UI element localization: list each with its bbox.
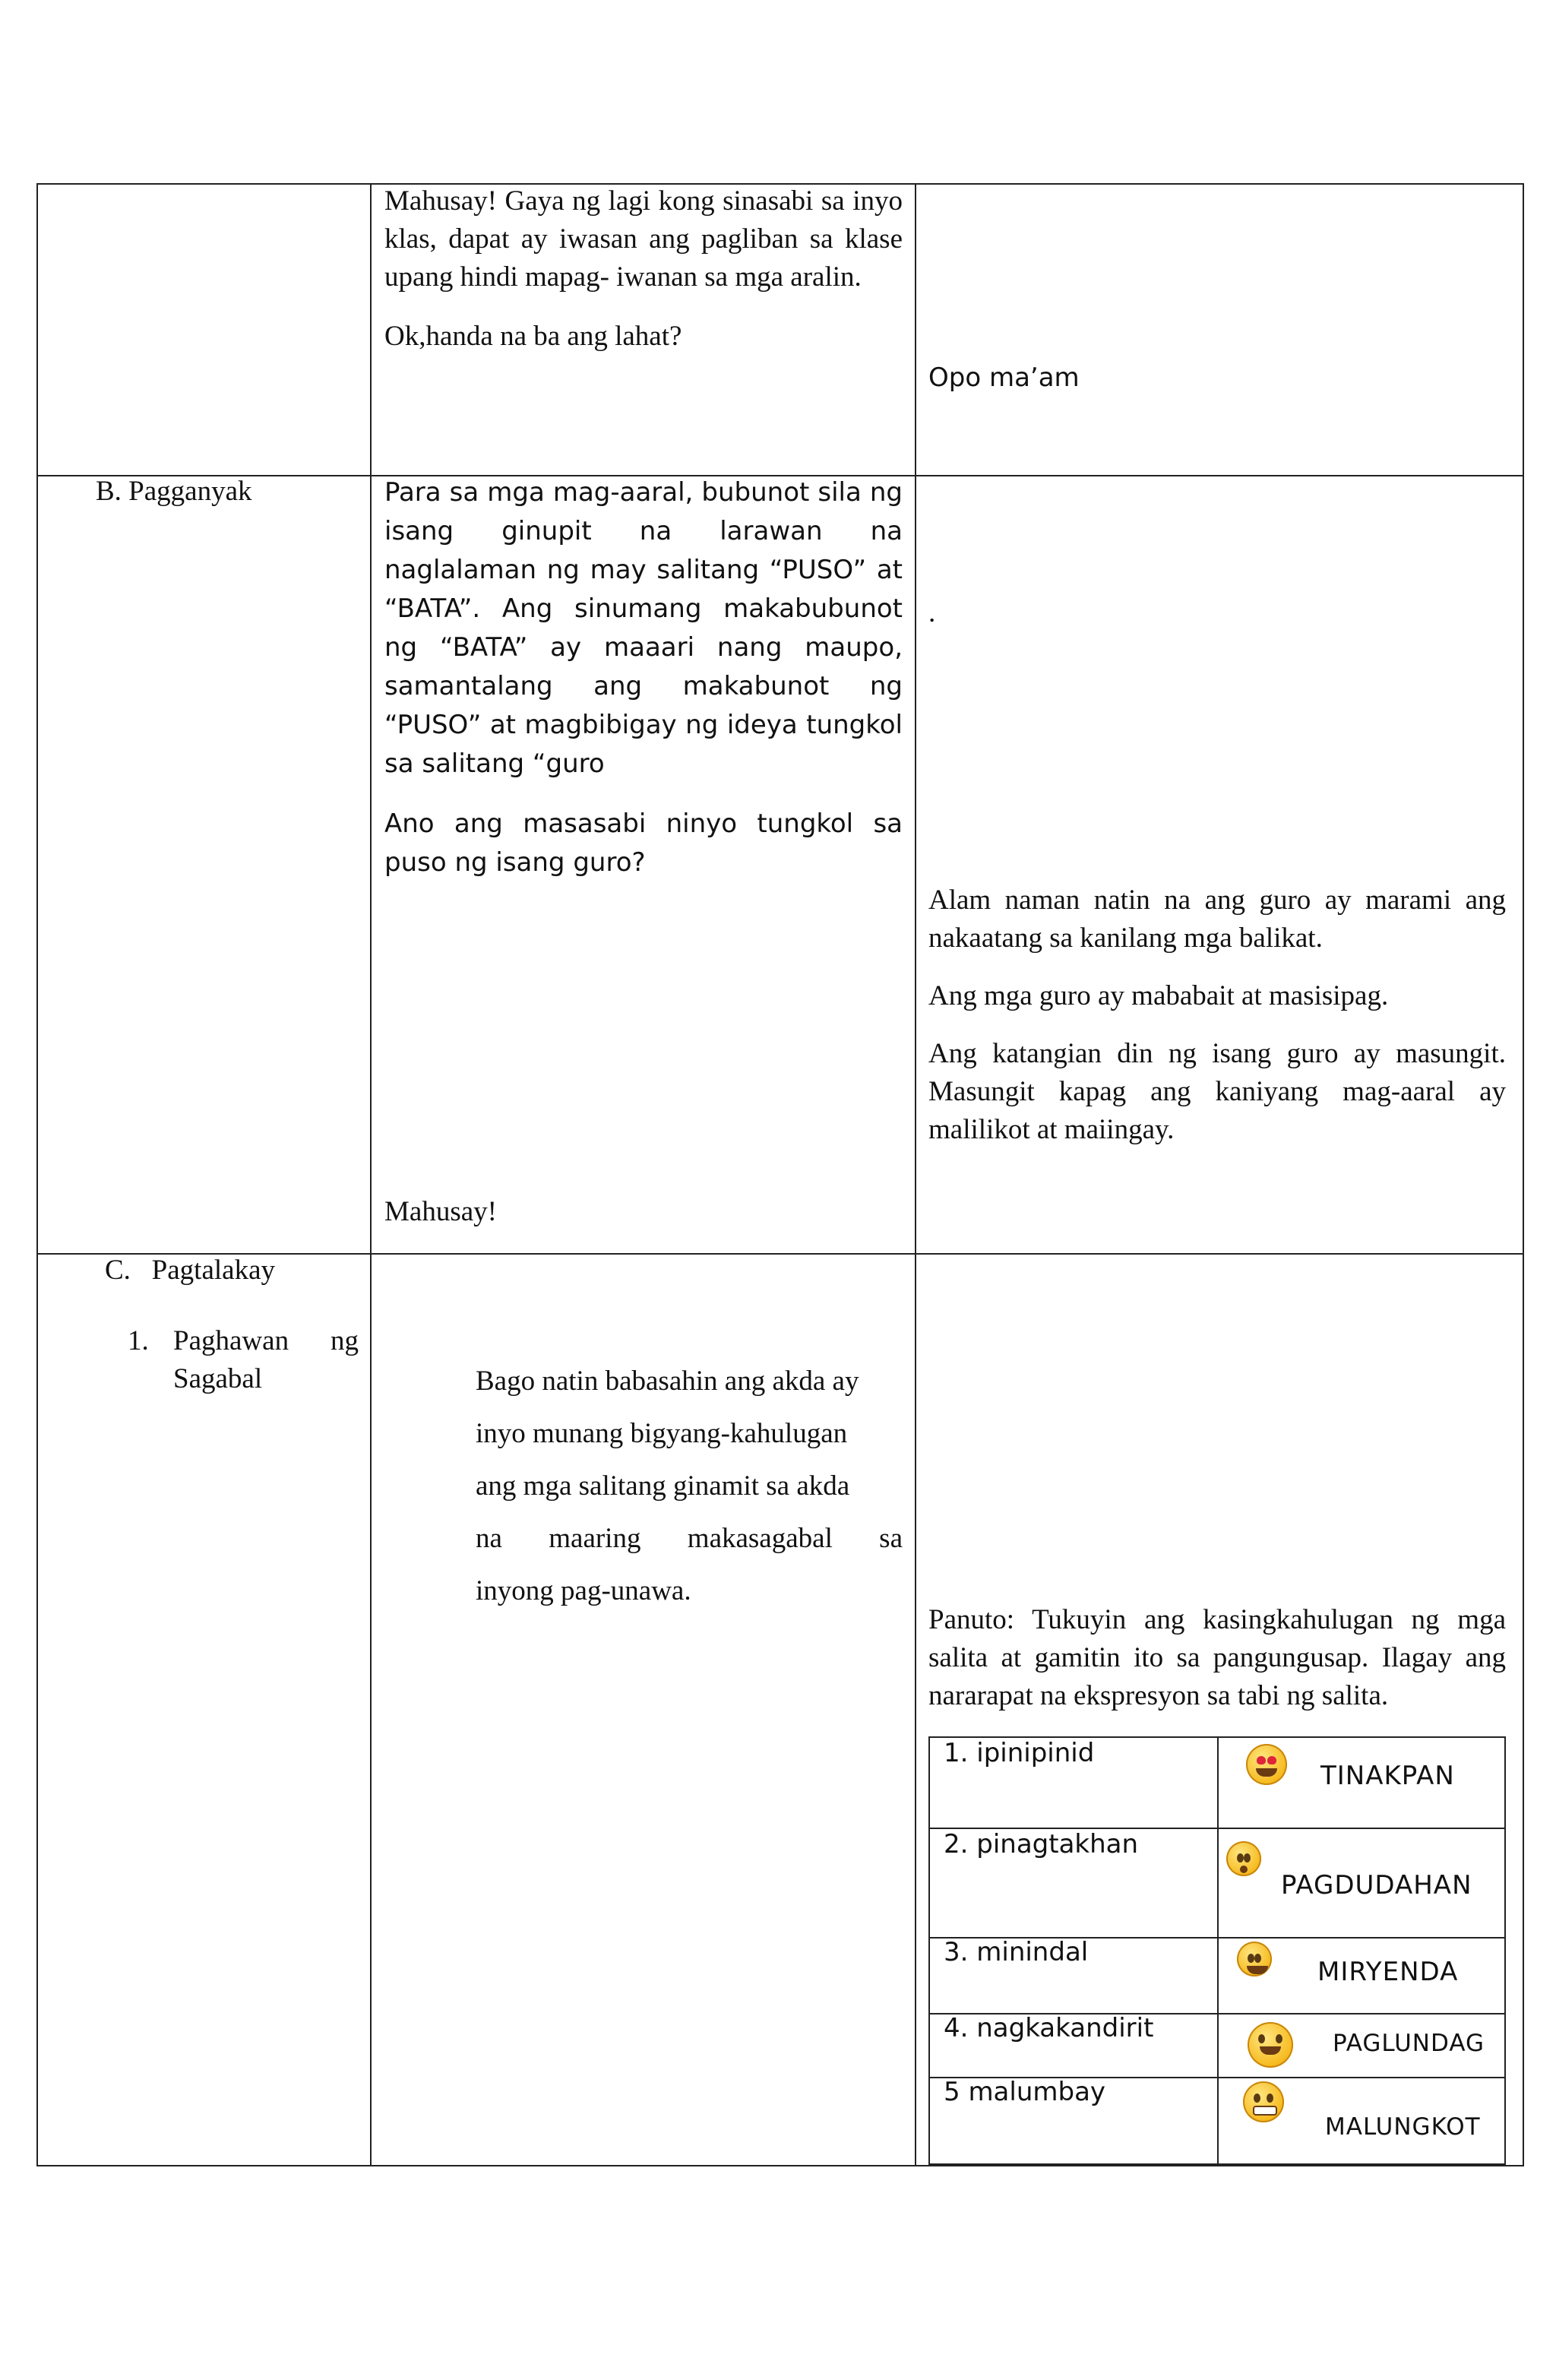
vocab-word: 1. ipinipinid xyxy=(944,1738,1095,1768)
section-pagtalakay: C. Pagtalakay xyxy=(105,1255,276,1286)
smile-icon xyxy=(1248,2022,1293,2068)
grimace-icon xyxy=(1243,2081,1284,2122)
vocab-column-divider xyxy=(1217,1738,1219,2163)
column-divider xyxy=(370,185,372,2165)
teacher-paragraph: Mahusay! Gaya ng lagi kong sinasabi sa inyo klas, dapat ay iwasan ang pagliban sa klase upang hindi mapag- iwanan sa mga aralin. xyxy=(384,185,903,293)
hug-icon xyxy=(1237,1942,1272,1976)
student-paragraph: Ang katangian din ng isang guro ay masungit. Masungit kapag ang kaniyang mag-aaral ay malilikot at maiingay. xyxy=(928,1038,1506,1145)
teacher-line: Bago natin babasahin ang akda ay xyxy=(476,1366,859,1397)
subsection-label xyxy=(173,1322,359,1398)
vocab-word: 4. nagkakandirit xyxy=(944,2013,1154,2043)
teacher-line: na maaring makasagabal sa xyxy=(476,1523,903,1554)
heart-eyes-icon xyxy=(1246,1744,1287,1785)
teacher-paragraph: Para sa mga mag-aaral, bubunot sila ng isang ginupit na larawan na naglalaman ng may salitang “PUSO” at “BATA”. Ang sinumang makabubunot ng “BATA” ay maaari nang maupo, samantalang ang makabunot ng “PUSO” at magbibigay ng ideya tungkol sa salitang “guro xyxy=(384,477,903,779)
vocab-answer: MIRYENDA xyxy=(1317,1957,1459,1987)
teacher-line: inyong pag-unawa. xyxy=(476,1575,691,1606)
subsection-label-text: Paghawan ng Sagabal xyxy=(173,1325,359,1394)
kiss-icon xyxy=(1226,1841,1261,1876)
student-paragraph: Ang mga guro ay mababait at masisipag. xyxy=(928,980,1389,1011)
vocab-answer: PAGLUNDAG xyxy=(1333,2030,1485,2057)
teacher-line: inyo munang bigyang-kahulugan xyxy=(476,1418,848,1449)
vocab-word: 2. pinagtakhan xyxy=(944,1829,1139,1859)
vocabulary-table xyxy=(928,1736,1506,2165)
teacher-text-row3 xyxy=(476,1355,903,1617)
teacher-praise: Mahusay! xyxy=(384,1196,497,1227)
teacher-paragraph: Ano ang masasabi ninyo tungkol sa puso ng isang guro? xyxy=(384,809,903,878)
section-pagganyak: B. Pagganyak xyxy=(96,476,252,507)
subsection-number: 1. xyxy=(128,1325,149,1356)
teacher-paragraph: Ok,handa na ba ang lahat? xyxy=(384,321,682,352)
vocab-answer: TINAKPAN xyxy=(1320,1761,1455,1791)
student-dot: . xyxy=(928,597,936,628)
teacher-line: ang mga salitang ginamit sa akda xyxy=(476,1470,850,1502)
teacher-text-row1 xyxy=(384,182,903,356)
teacher-text-row2 xyxy=(384,473,903,882)
vocab-word: 3. minindal xyxy=(944,1937,1089,1967)
vocab-word: 5 malumbay xyxy=(944,2077,1106,2107)
vocab-answer: PAGDUDAHAN xyxy=(1281,1870,1472,1901)
vocab-answer: MALUNGKOT xyxy=(1325,2113,1481,2141)
student-paragraph: Alam naman natin na ang guro ay marami ang nakaatang sa kanilang mga balikat. xyxy=(928,885,1506,954)
student-response-row1: Opo ma’am xyxy=(928,362,1080,393)
student-response-row2 xyxy=(928,881,1506,1149)
column-divider xyxy=(915,185,916,2165)
instructions: Panuto: Tukuyin ang kasingkahulugan ng mga salita at gamitin ito sa pangungusap. Ilagay ang nararapat na ekspresyon sa tabi ng salita. xyxy=(928,1604,1506,1711)
